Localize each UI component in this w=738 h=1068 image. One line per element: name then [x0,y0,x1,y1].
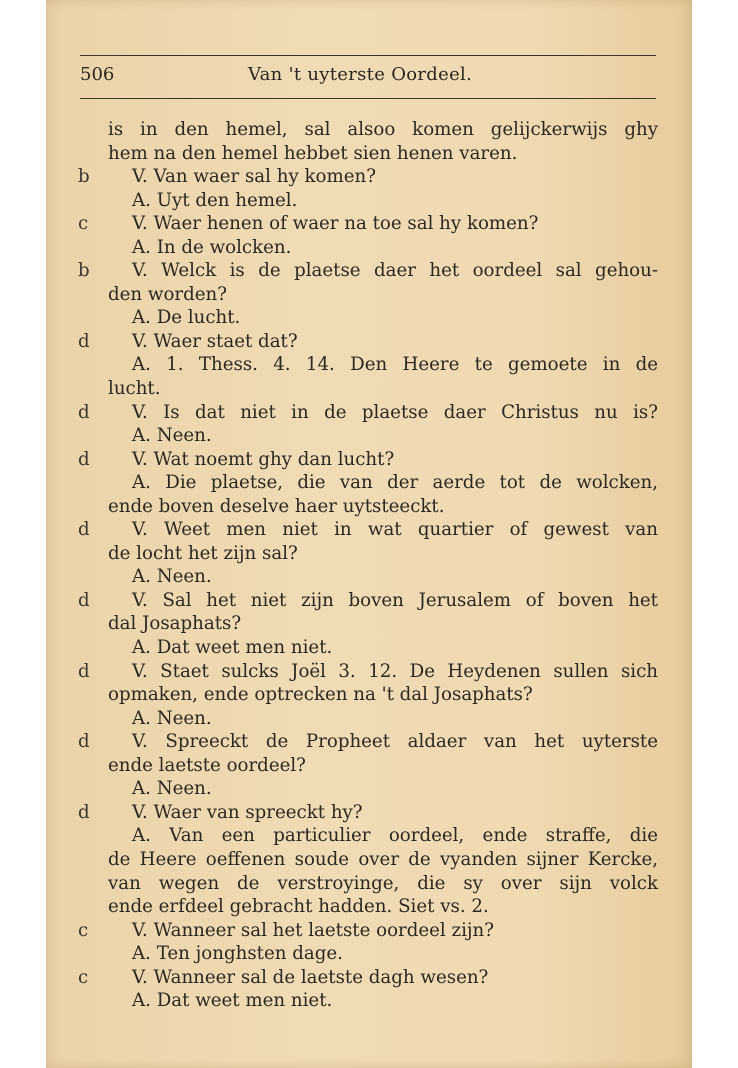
line-text: den worden? [108,283,227,305]
text-line [0,471,738,495]
margin-marker: d [78,448,90,470]
line-text: A. Ten jonghsten dage. [132,943,343,965]
page-number: 506 [80,64,115,85]
line-text: A. Dat weet men niet. [132,637,333,659]
margin-marker: d [78,731,90,753]
line-text: V. Waer van spreeckt hy? [132,801,363,823]
running-header [80,64,656,88]
header-rule-top [80,55,656,56]
text-line [0,730,738,754]
text-line [0,919,738,943]
margin-marker: d [78,519,90,541]
text-line [0,330,738,354]
text-line [0,495,738,519]
text-line [0,518,738,542]
line-text: V. Waer staet dat? [132,330,298,352]
text-line [0,754,738,778]
text-line [0,801,738,825]
line-text: dal Josaphats? [108,613,242,635]
margin-marker: d [78,660,90,682]
line-text: ende erfdeel gebracht hadden. Siet vs. 2. [108,896,489,918]
text-line [0,353,738,377]
running-title: Van 't uyterste Oordeel. [248,64,473,85]
line-text: A. Neen. [132,778,212,800]
text-line [0,424,738,448]
text-line [0,777,738,801]
margin-marker: b [78,166,90,188]
line-text: van wegen de verstroyinge, die sy over sijn volck [108,872,658,894]
text-line [0,848,738,872]
text-line [0,565,738,589]
text-line [0,707,738,731]
line-text: A. Uyt den hemel. [132,189,298,211]
text-line [0,259,738,283]
margin-marker: c [78,966,89,988]
line-text: de locht het zijn sal? [108,542,298,564]
margin-marker: d [78,801,90,823]
text-line [0,612,738,636]
text-line [0,589,738,613]
text-line [0,942,738,966]
text-line [0,824,738,848]
text-line [0,212,738,236]
line-text: ende laetste oordeel? [108,754,306,776]
text-line [0,283,738,307]
line-text: A. De lucht. [132,307,241,329]
line-text: opmaken, ende optrecken na 't dal Josaphats? [108,684,533,706]
line-text: V. Wanneer sal de laetste dagh wesen? [132,966,489,988]
text-line [0,118,738,142]
line-text: ende boven deselve haer uytsteeckt. [108,495,445,517]
text-line [0,236,738,260]
margin-marker: c [78,213,89,235]
text-line [0,989,738,1013]
line-text: V. Is dat niet in de plaetse daer Christus nu is? [132,401,658,423]
margin-marker: b [78,260,90,282]
line-text: A. In de wolcken. [132,236,292,258]
line-text: V. Wat noemt ghy dan lucht? [132,448,395,470]
text-line [0,165,738,189]
line-text: V. Staet sulcks Joël 3. 12. De Heydenen sullen sich [132,660,658,682]
line-text: A. Dat weet men niet. [132,990,333,1012]
text-line [0,660,738,684]
line-text: A. Neen. [132,566,212,588]
text-line [0,683,738,707]
line-text: hem na den hemel hebbet sien henen varen. [108,142,518,164]
line-text: V. Weet men niet in wat quartier of gewest van [132,519,658,541]
body-text [0,118,738,1013]
text-line [0,377,738,401]
line-text: V. Van waer sal hy komen? [132,166,376,188]
text-line [0,966,738,990]
text-line [0,306,738,330]
margin-marker: d [78,589,90,611]
text-line [0,542,738,566]
margin-marker: c [78,919,89,941]
line-text: V. Waer henen of waer na toe sal hy komen? [132,213,539,235]
line-text: V. Wanneer sal het laetste oordeel zijn? [132,919,495,941]
header-rule-bottom [80,98,656,99]
text-line [0,142,738,166]
text-line [0,872,738,896]
text-line [0,189,738,213]
margin-marker: d [78,401,90,423]
line-text: V. Spreeckt de Propheet aldaer van het uyterste [132,731,658,753]
line-text: A. Die plaetse, die van der aerde tot de wolcken, [132,472,658,494]
line-text: V. Welck is de plaetse daer het oordeel sal gehou- [132,260,658,282]
line-text: A. Neen. [132,425,212,447]
line-text: de Heere oeffenen soude over de vyanden sijner Kercke, [108,848,658,870]
text-line [0,448,738,472]
line-text: lucht. [108,378,161,400]
margin-marker: d [78,330,90,352]
line-text: A. Van een particulier oordeel, ende straffe, die [132,825,658,847]
line-text: V. Sal het niet zijn boven Jerusalem of boven het [132,589,658,611]
line-text: A. 1. Thess. 4. 14. Den Heere te gemoete in de [132,354,658,376]
text-line [0,636,738,660]
line-text: is in den hemel, sal alsoo komen gelijckerwijs ghy [108,119,658,140]
text-line [0,401,738,425]
text-line [0,895,738,919]
line-text: A. Neen. [132,707,212,729]
